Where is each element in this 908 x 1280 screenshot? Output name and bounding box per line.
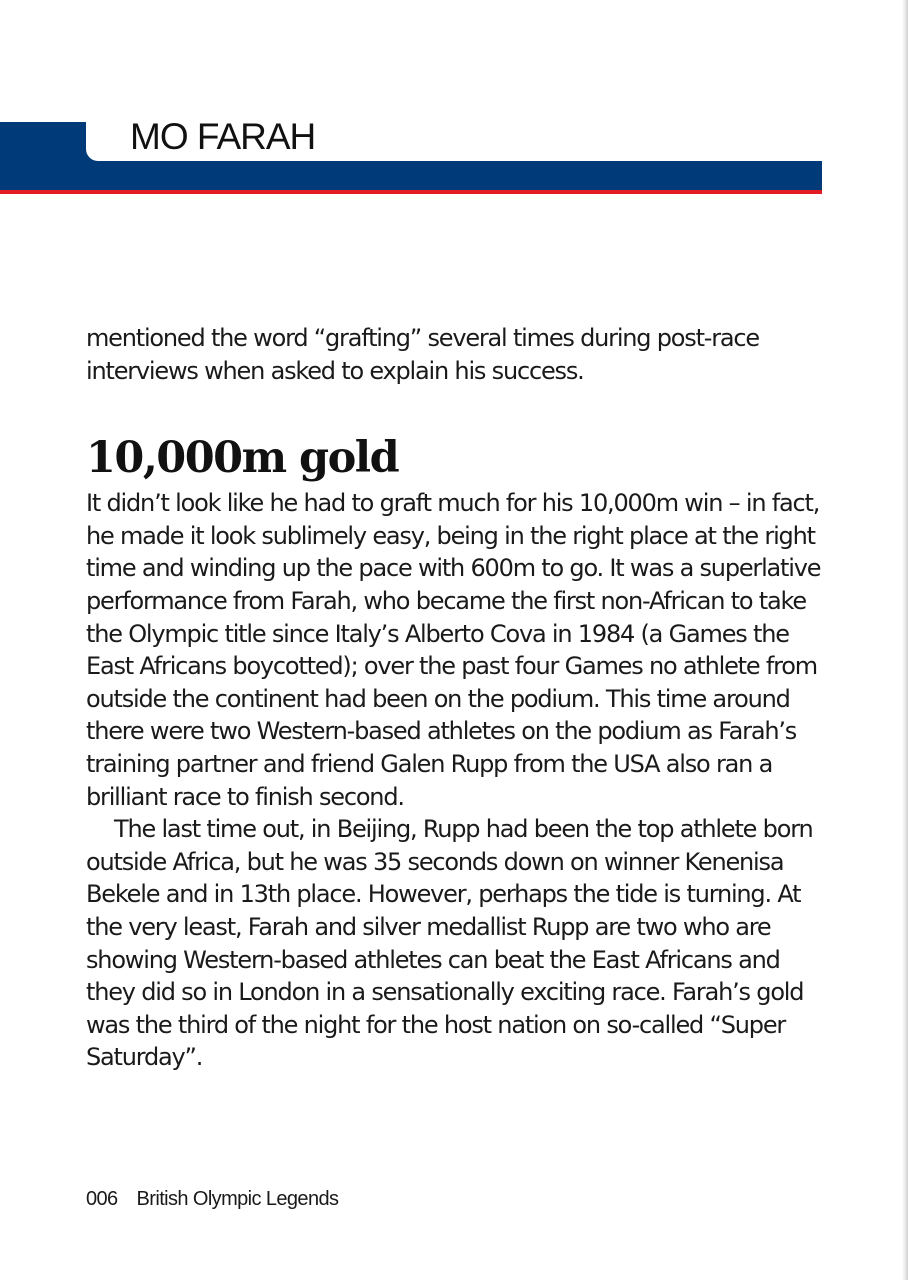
page-number: 006: [86, 1188, 118, 1210]
body-paragraph-2: The last time out, in Beijing, Rupp had been the top athlete born outside Africa, but he was 35 seconds down on winner Kenenisa Bekele and in 13th place. However, perhaps the tide is turning. At the very least, Farah and silver medallist Rupp are two who are showing Western-based athletes can beat the East Africans and they did so in London in a sensationally exciting race. Farah’s gold was the third of the night for the host nation on so-called “Super Saturday”.: [86, 815, 813, 1072]
article-body: [86, 322, 826, 1074]
intro-paragraph: mentioned the word “grafting” several times during post-race interviews when asked to explain his success.: [86, 324, 759, 385]
chapter-title: MO FARAH: [130, 116, 316, 157]
body-paragraph-1: It didn’t look like he had to graft much for his 10,000m win – in fact, he made it look sublimely easy, being in the right place at the right time and winding up the pace with 600m to go. It was a superlative performance from Farah, who became the first non-African to take the Olympic title since Italy’s Alberto Cova in 1984 (a Games the East Africans boycotted); over the past four Games no athlete from outside the continent had been on the podium. This time around there were two Western-based athletes on the podium as Farah’s training partner and friend Galen Rupp from the USA also ran a brilliant race to finish second.: [86, 489, 821, 811]
publication-title: British Olympic Legends: [136, 1188, 339, 1210]
page-footer: [86, 1188, 338, 1211]
section-heading: 10,000m gold: [86, 433, 399, 484]
page-edge: [902, 0, 908, 1280]
header-red-stripe: [0, 190, 822, 194]
